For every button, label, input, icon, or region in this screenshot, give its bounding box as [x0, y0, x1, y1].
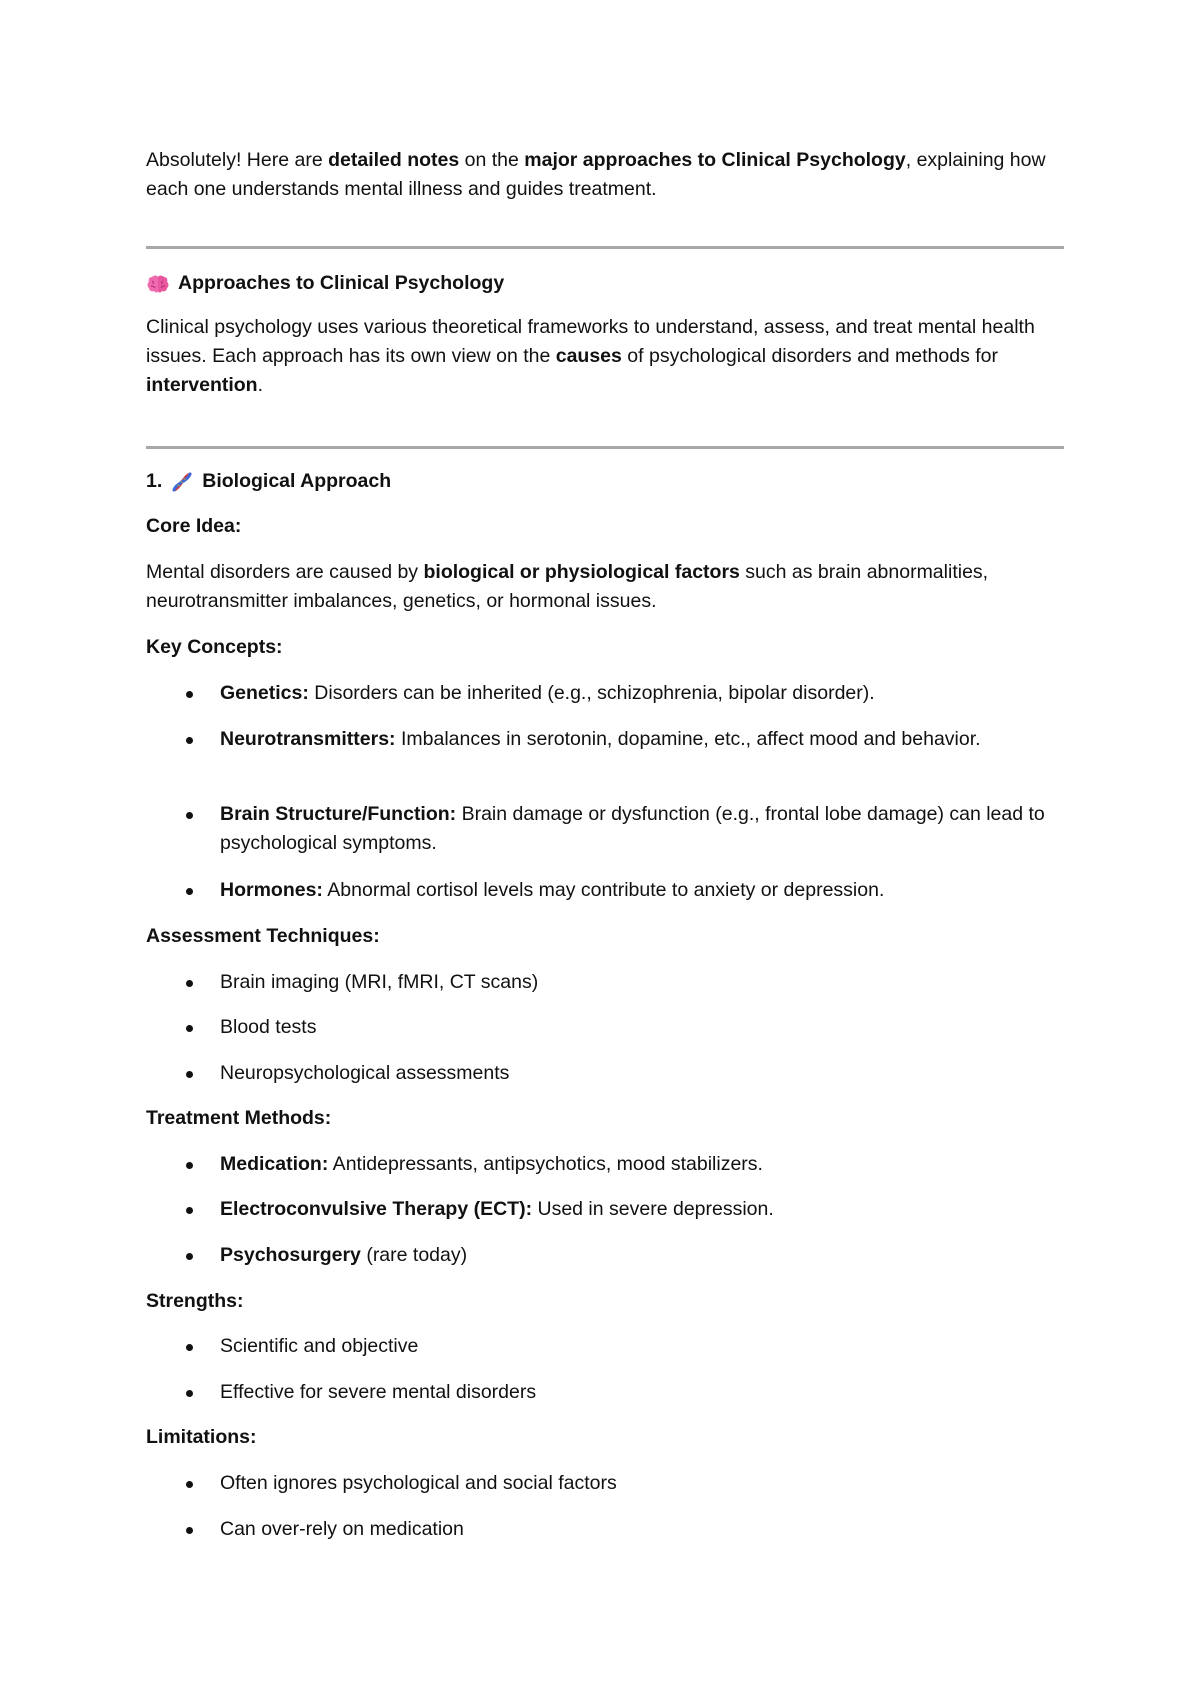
core-idea-label: Core Idea:	[146, 515, 242, 537]
divider	[146, 446, 1064, 449]
intro-paragraph: Absolutely! Here are detailed notes on the major approaches to Clinical Psychology, explaining how each one understands mental illness and guides treatment.	[146, 149, 1046, 200]
limitations-label: Limitations:	[146, 1426, 257, 1448]
treatment-label: Treatment Methods:	[146, 1107, 332, 1129]
assessment-label: Assessment Techniques:	[146, 925, 380, 947]
strengths-label: Strengths:	[146, 1290, 244, 1312]
biological-heading: 1. Biological Approach	[146, 470, 392, 492]
section-intro-paragraph: Clinical psychology uses various theoretical frameworks to understand, assess, and treat mental health issues. Each approach has its own view on the causes of psychological disorders and methods for intervention.	[146, 316, 1035, 396]
key-concepts-label: Key Concepts:	[146, 636, 283, 658]
dna-icon	[170, 470, 194, 494]
core-idea-paragraph: Mental disorders are caused by biological or physiological factors such as brain abnormalities, neurotransmitter imbalances, genetics, or hormonal issues.	[146, 561, 989, 612]
brain-icon	[146, 272, 170, 296]
section-heading: Approaches to Clinical Psychology	[146, 269, 1064, 298]
divider	[146, 246, 1064, 249]
